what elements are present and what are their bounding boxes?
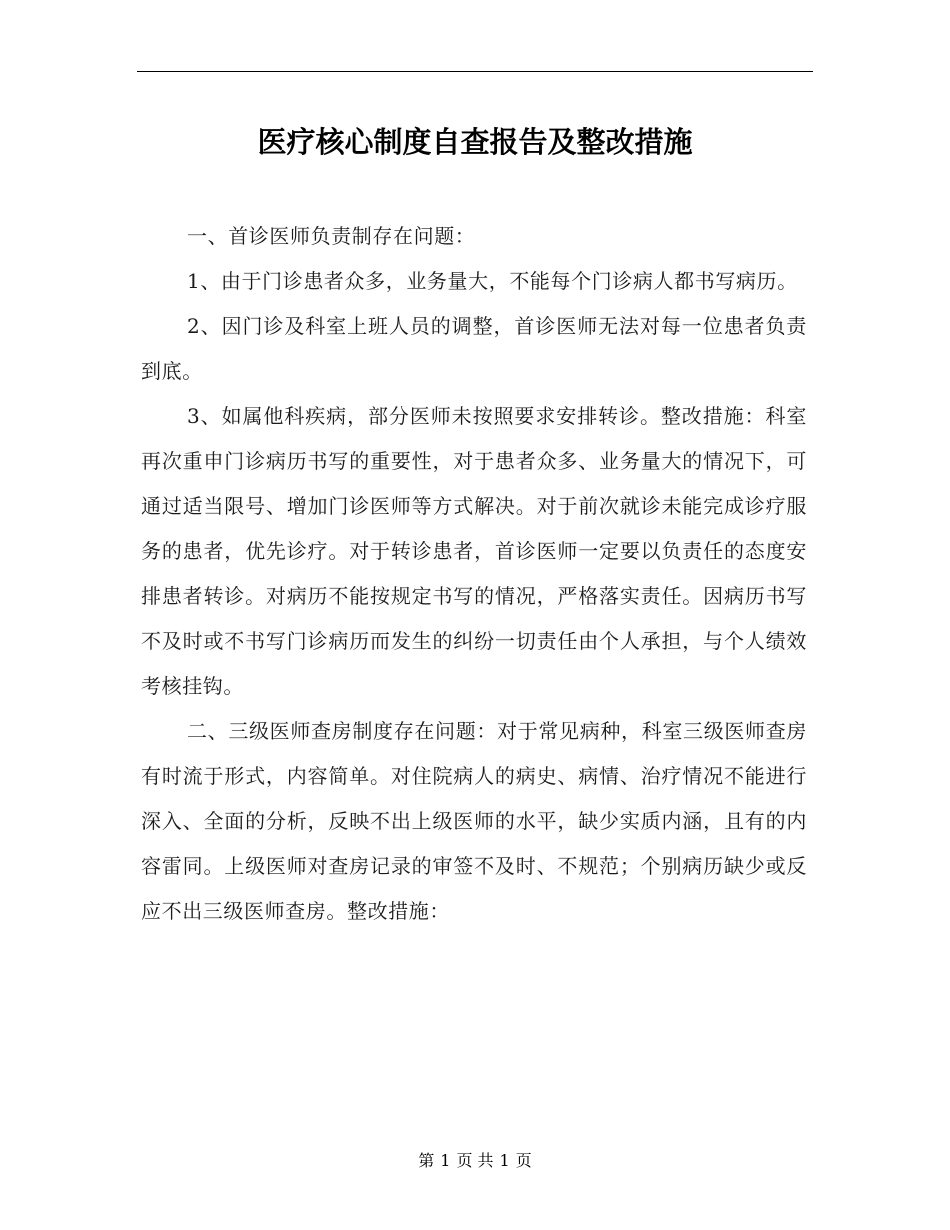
header-rule: [137, 71, 813, 72]
paragraph-section-2: 二、三级医师查房制度存在问题：对于常见病种，科室三级医师查房有时流于形式，内容简单。对住院病人的病史、病情、治疗情况不能进行深入、全面的分析，反映不出上级医师的水平，缺少实质内涵，且有的内容雷同。上级医师对查房记录的审签不及时、不规范；个别病历缺少或反应不出三级医师查房。整改措施：: [141, 719, 807, 923]
footer-page-number: 1: [440, 1151, 451, 1170]
paragraph-item-3: 3、如属他科疾病，部分医师未按照要求安排转诊。整改措施：科室再次重申门诊病历书写的重要性，对于患者众多、业务量大的情况下，可通过适当限号、增加门诊医师等方式解决。对于前次就诊未能完成诊疗服务的患者，优先诊疗。对于转诊患者，首诊医师一定要以负责任的态度安排患者转诊。对病历不能按规定书写的情况，严格落实责任。因病历书写不及时或不书写门诊病历而发生的纠纷一切责任由个人承担，与个人绩效考核挂钩。: [141, 404, 807, 698]
footer-mid: 页 共: [456, 1151, 494, 1170]
page-footer: [0, 1150, 950, 1172]
footer-suffix: 页: [515, 1151, 532, 1170]
footer-page-total: 1: [499, 1151, 510, 1170]
paragraph-item-1: 1、由于门诊患者众多，业务量大，不能每个门诊病人都书写病历。: [187, 269, 798, 293]
footer-prefix: 第: [418, 1151, 435, 1170]
paragraph-section-1-heading: 一、首诊医师负责制存在问题：: [187, 224, 476, 248]
document-title: 医疗核心制度自查报告及整改措施: [257, 125, 693, 160]
document-body: [141, 214, 807, 934]
paragraph-item-2: 2、因门诊及科室上班人员的调整，首诊医师无法对每一位患者负责到底。: [141, 314, 807, 383]
